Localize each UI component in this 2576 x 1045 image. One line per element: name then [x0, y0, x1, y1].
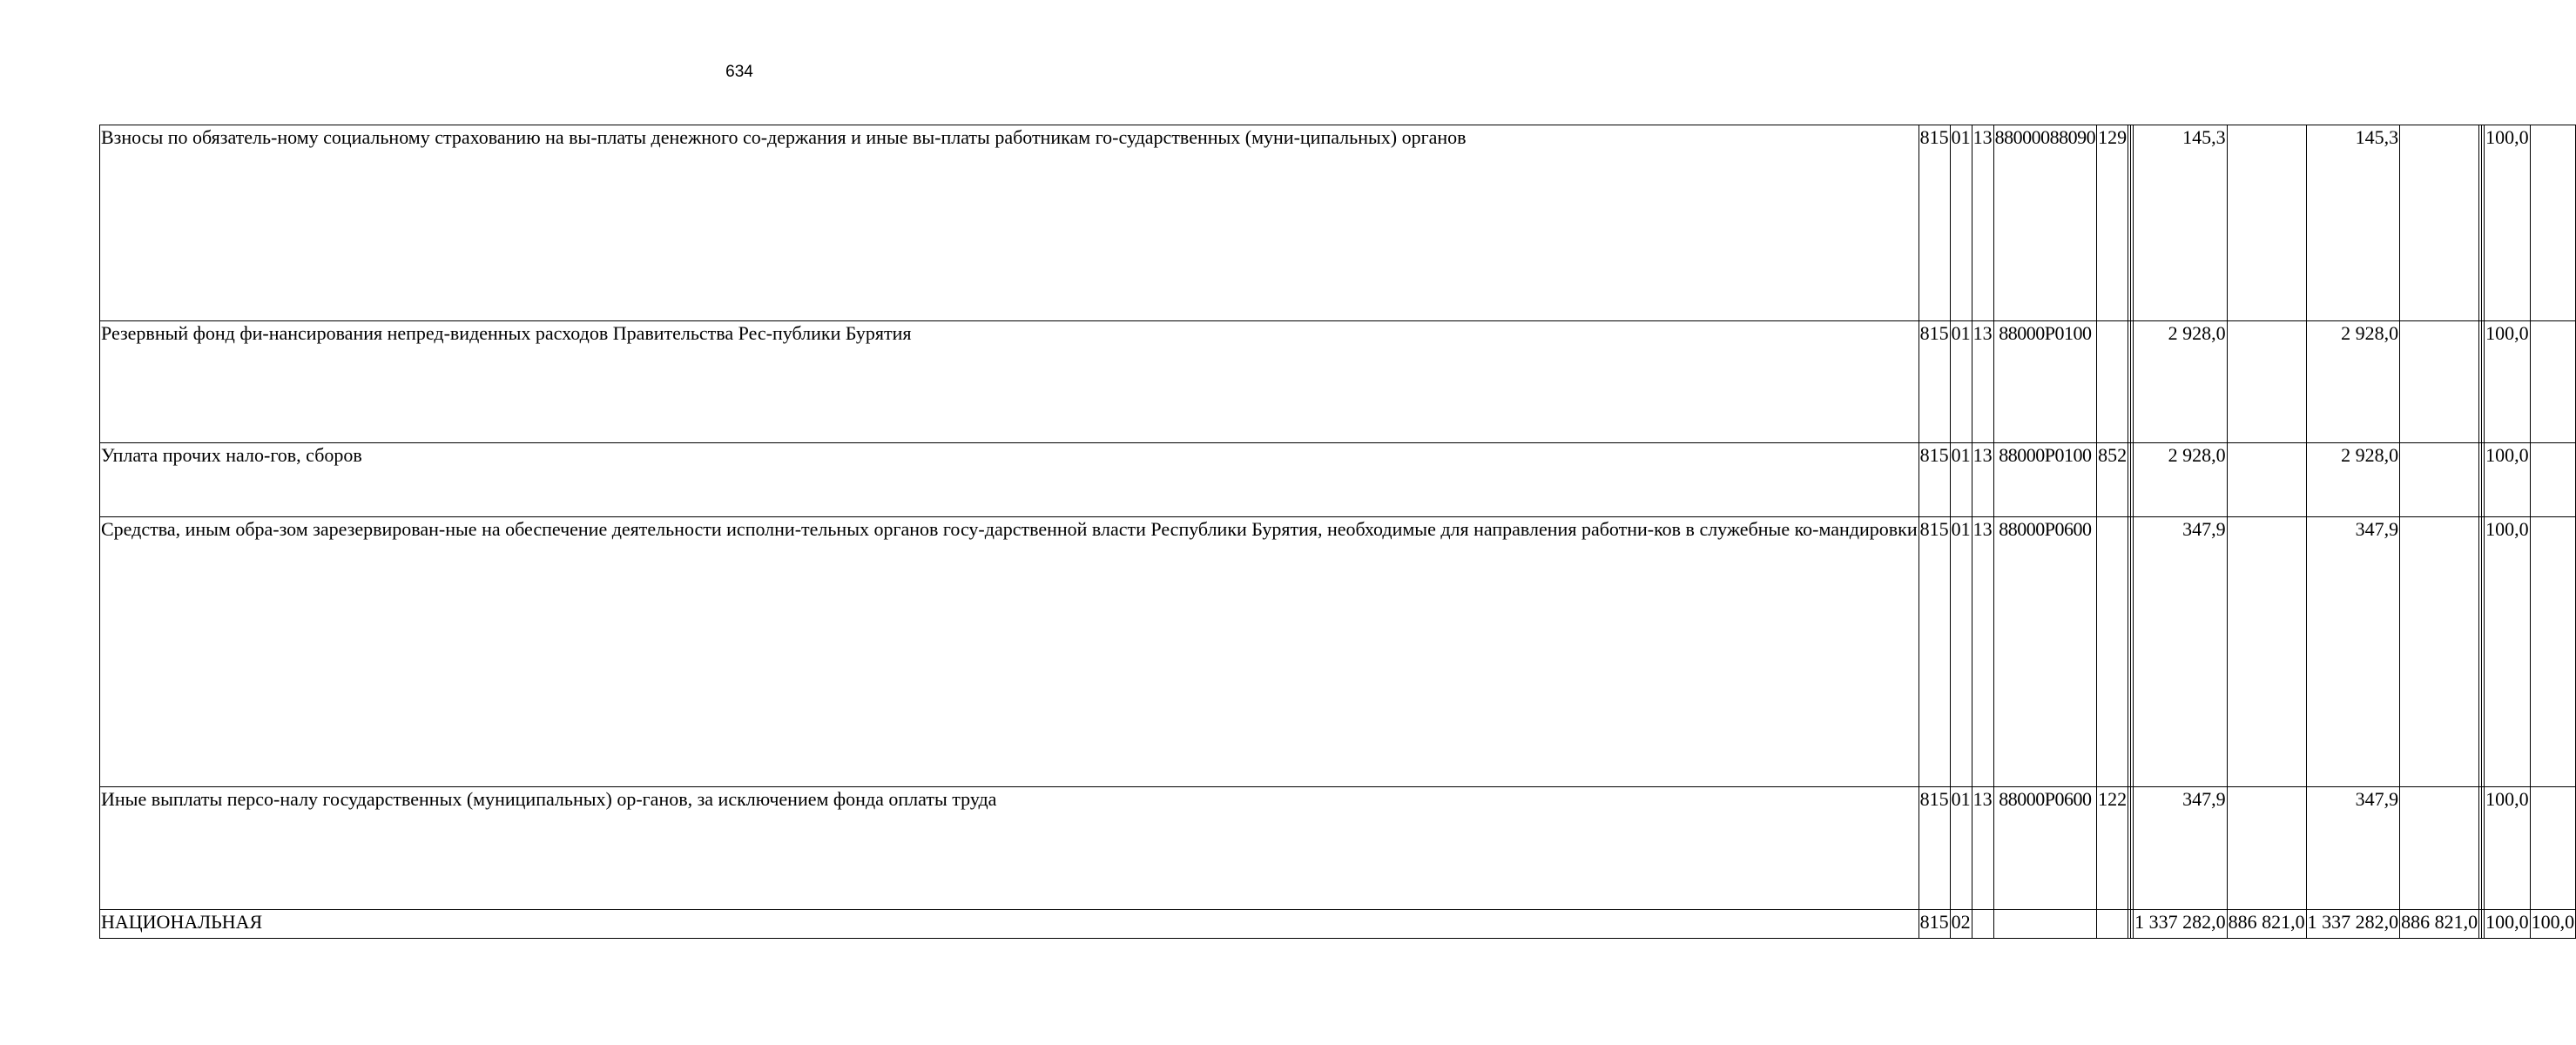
- target-article-code: 88000P0100: [1993, 443, 2097, 517]
- value-2: [2227, 517, 2306, 787]
- section-code: 01: [1950, 787, 1972, 910]
- value-2: [2227, 787, 2306, 910]
- target-article-code: [1993, 910, 2097, 939]
- grbs-code: 815: [1919, 787, 1950, 910]
- section-code: 01: [1950, 517, 1972, 787]
- table-row: [100, 321, 2576, 443]
- value-2: [2227, 443, 2306, 517]
- section-code: 01: [1950, 443, 1972, 517]
- expense-type-code: [2097, 910, 2128, 939]
- target-article-code: 88000088090: [1993, 125, 2097, 321]
- percent-2: [2530, 787, 2576, 910]
- percent-1: 100,0: [2485, 787, 2531, 910]
- value-3: 347,9: [2306, 517, 2400, 787]
- value-2: 886 821,0: [2227, 910, 2306, 939]
- subsection-code: [1972, 910, 1993, 939]
- value-4: [2400, 125, 2479, 321]
- percent-2: 100,0: [2530, 910, 2576, 939]
- grbs-code: 815: [1919, 517, 1950, 787]
- grbs-code: 815: [1919, 321, 1950, 443]
- value-4: [2400, 787, 2479, 910]
- percent-2: [2530, 443, 2576, 517]
- expense-type-code: 852: [2097, 443, 2128, 517]
- grbs-code: 815: [1919, 443, 1950, 517]
- subsection-code: 13: [1972, 125, 1993, 321]
- row-name: Уплата прочих нало-гов, сборов: [100, 443, 1919, 517]
- value-1: 1 337 282,0: [2134, 910, 2228, 939]
- value-1: 2 928,0: [2134, 443, 2228, 517]
- value-3: 145,3: [2306, 125, 2400, 321]
- row-name: Средства, иным обра-зом зарезервирован-ные на обеспечение деятельности исполни-тельных органов госу-дарственной власти Республики Бурятия, необходимые для направления работни-ков в служебные ко-мандировки: [100, 517, 1919, 787]
- target-article-code: 88000P0600: [1993, 787, 2097, 910]
- percent-1: 100,0: [2485, 443, 2531, 517]
- percent-2: [2530, 125, 2576, 321]
- value-3: 2 928,0: [2306, 321, 2400, 443]
- subsection-code: 13: [1972, 321, 1993, 443]
- table-row: [100, 125, 2576, 321]
- value-2: [2227, 321, 2306, 443]
- row-name: Резервный фонд фи-нансирования непред-виденных расходов Правительства Рес-публики Бурятия: [100, 321, 1919, 443]
- value-4: [2400, 517, 2479, 787]
- percent-1: 100,0: [2485, 910, 2531, 939]
- page-number: 634: [725, 63, 753, 81]
- row-name: НАЦИОНАЛЬНАЯ: [100, 910, 1919, 939]
- value-1: 347,9: [2134, 517, 2228, 787]
- expense-type-code: [2097, 517, 2128, 787]
- expense-type-code: 122: [2097, 787, 2128, 910]
- row-name: Иные выплаты персо-налу государственных (муниципальных) ор-ганов, за исключением фонда оплаты труда: [100, 787, 1919, 910]
- value-1: 347,9: [2134, 787, 2228, 910]
- subsection-code: 13: [1972, 787, 1993, 910]
- value-4: [2400, 443, 2479, 517]
- grbs-code: 815: [1919, 125, 1950, 321]
- expense-type-code: 129: [2097, 125, 2128, 321]
- section-code: 01: [1950, 125, 1972, 321]
- value-1: 2 928,0: [2134, 321, 2228, 443]
- section-code: 02: [1950, 910, 1972, 939]
- percent-1: 100,0: [2485, 517, 2531, 787]
- subsection-code: 13: [1972, 517, 1993, 787]
- value-3: 1 337 282,0: [2306, 910, 2400, 939]
- target-article-code: 88000P0600: [1993, 517, 2097, 787]
- value-1: 145,3: [2134, 125, 2228, 321]
- percent-1: 100,0: [2485, 321, 2531, 443]
- percent-2: [2530, 517, 2576, 787]
- value-4: [2400, 321, 2479, 443]
- table-row: [100, 910, 2576, 939]
- section-code: 01: [1950, 321, 1972, 443]
- percent-2: [2530, 321, 2576, 443]
- subsection-code: 13: [1972, 443, 1993, 517]
- expense-type-code: [2097, 321, 2128, 443]
- value-2: [2227, 125, 2306, 321]
- grbs-code: 815: [1919, 910, 1950, 939]
- table-row: [100, 787, 2576, 910]
- value-3: 2 928,0: [2306, 443, 2400, 517]
- percent-1: 100,0: [2485, 125, 2531, 321]
- target-article-code: 88000P0100: [1993, 321, 2097, 443]
- table-row: [100, 443, 2576, 517]
- table-row: [100, 517, 2576, 787]
- budget-table: [99, 125, 2576, 939]
- row-name: Взносы по обязатель-ному социальному страхованию на вы-платы денежного со-держания и иные вы-платы работникам го-сударственных (муни-ципальных) органов: [100, 125, 1919, 321]
- value-3: 347,9: [2306, 787, 2400, 910]
- value-4: 886 821,0: [2400, 910, 2479, 939]
